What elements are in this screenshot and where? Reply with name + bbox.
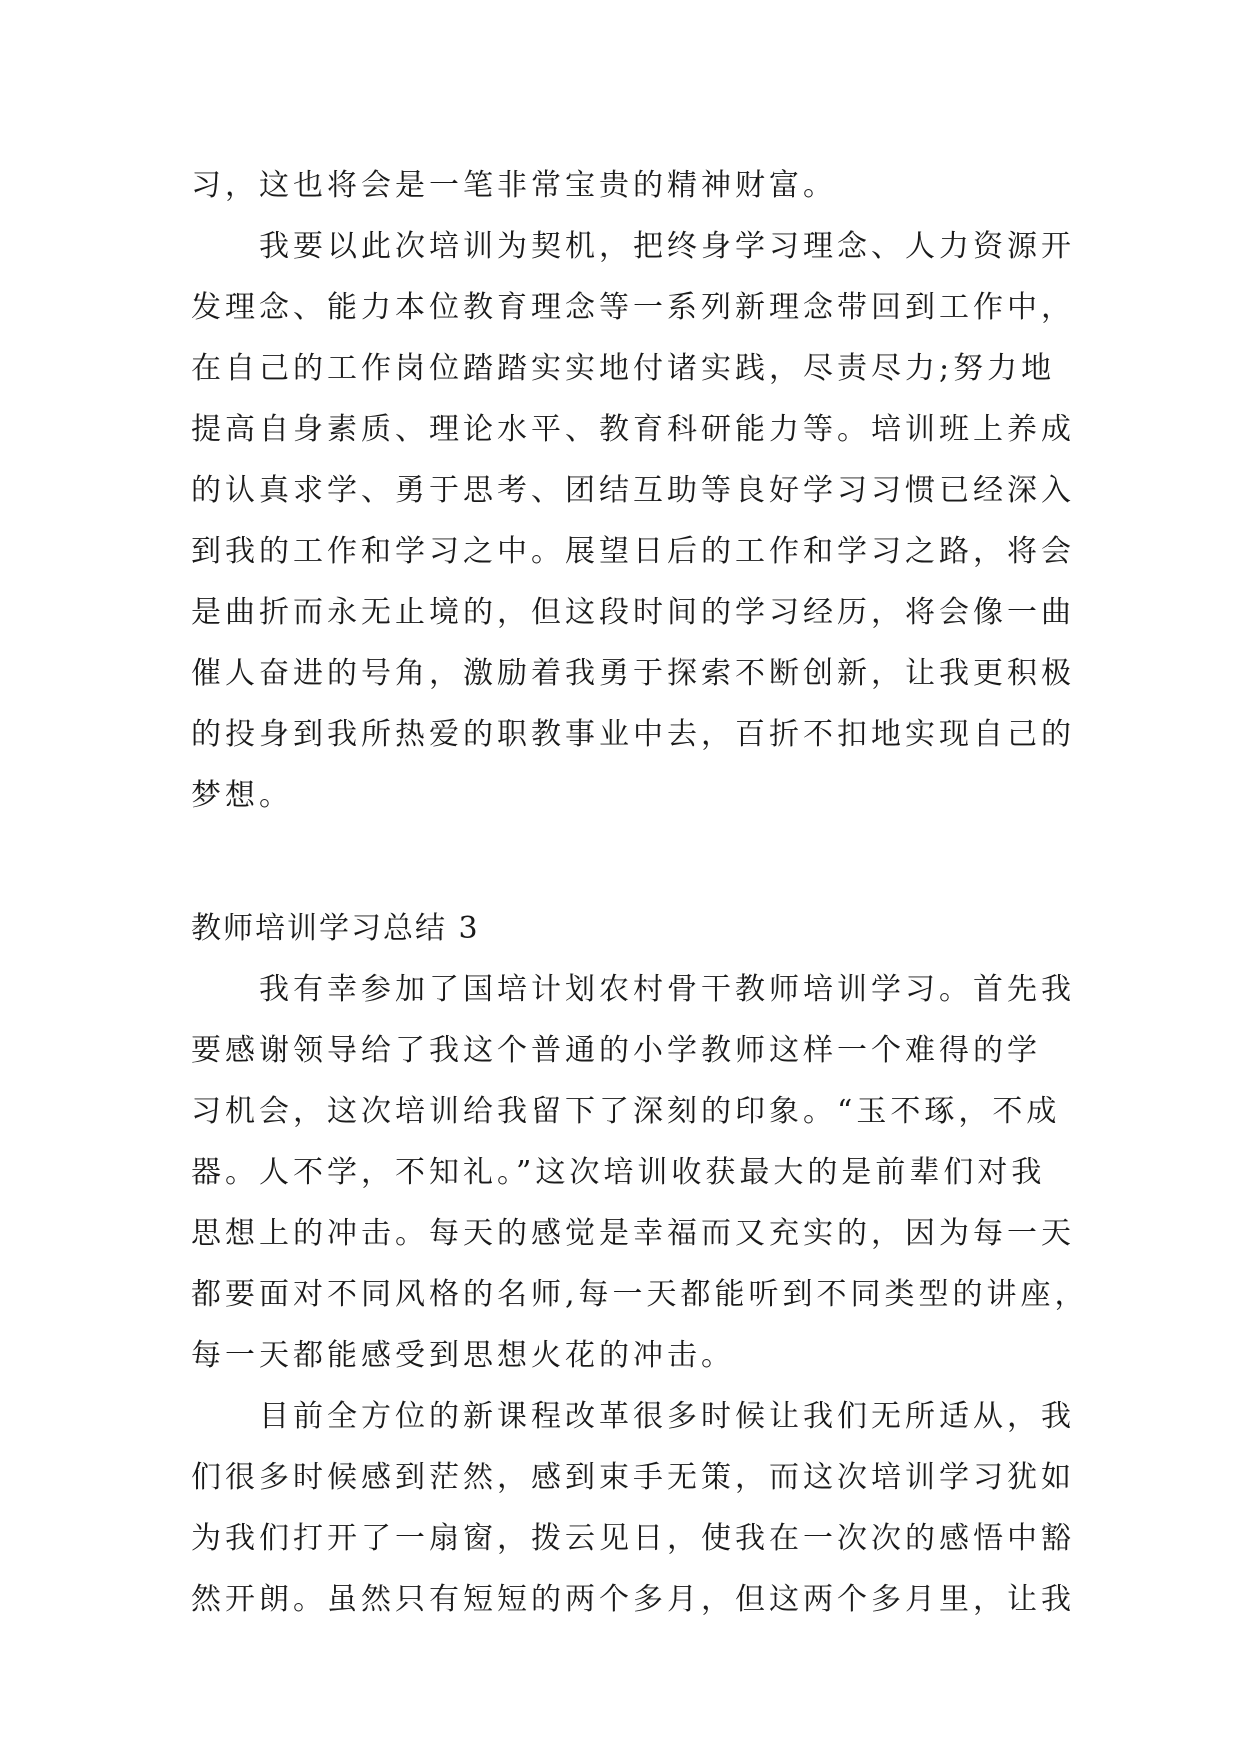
text-line: 是曲折而永无止境的，但这段时间的学习经历，将会像一曲 <box>191 595 1075 630</box>
text-line: 器。人不学，不知礼。”这次培训收获最大的是前辈们对我 <box>191 1155 1046 1190</box>
section-spacer <box>191 826 1071 898</box>
text-line: 发理念、能力本位教育理念等一系列新理念带回到工作中， <box>191 290 1075 325</box>
text-line: 都要面对不同风格的名师,每一天都能听到不同类型的讲座， <box>191 1277 1089 1312</box>
text-line: 的认真求学、勇于思考、团结互助等良好学习习惯已经深入 <box>191 473 1075 508</box>
text-line: 习机会，这次培训给我留下了深刻的印象。“玉不琢，不成 <box>191 1094 1061 1129</box>
text-line: 目前全方位的新课程改革很多时候让我们无所适从，我 <box>191 1399 1075 1434</box>
section-title: 教师培训学习总结 3 <box>191 911 480 946</box>
text-line: 习，这也将会是一笔非常宝贵的精神财富。 <box>191 168 837 203</box>
text-line: 要感谢领导给了我这个普通的小学教师这样一个难得的学 <box>191 1033 1041 1068</box>
text-line: 我要以此次培训为契机，把终身学习理念、人力资源开 <box>191 229 1075 264</box>
document-body <box>191 155 1089 1630</box>
text-line: 每一天都能感受到思想火花的冲击。 <box>191 1338 735 1373</box>
text-line: 我有幸参加了国培计划农村骨干教师培训学习。首先我 <box>191 972 1075 1007</box>
text-line: 在自己的工作岗位踏踏实实地付诸实践，尽责尽力;努力地 <box>191 351 1056 386</box>
text-line: 催人奋进的号角，激励着我勇于探索不断创新，让我更积极 <box>191 656 1075 691</box>
text-line: 为我们打开了一扇窗，拨云见日，使我在一次次的感悟中豁 <box>191 1521 1075 1556</box>
text-line: 梦想。 <box>191 778 293 813</box>
text-line: 的投身到我所热爱的职教事业中去，百折不扣地实现自己的 <box>191 717 1075 752</box>
text-line: 思想上的冲击。每天的感觉是幸福而又充实的，因为每一天 <box>191 1216 1075 1251</box>
text-line: 然开朗。虽然只有短短的两个多月，但这两个多月里，让我 <box>191 1582 1075 1617</box>
text-line: 提高自身素质、理论水平、教育科研能力等。培训班上养成 <box>191 412 1075 447</box>
text-line: 们很多时候感到茫然，感到束手无策，而这次培训学习犹如 <box>191 1460 1075 1495</box>
text-line: 到我的工作和学习之中。展望日后的工作和学习之路，将会 <box>191 534 1075 569</box>
